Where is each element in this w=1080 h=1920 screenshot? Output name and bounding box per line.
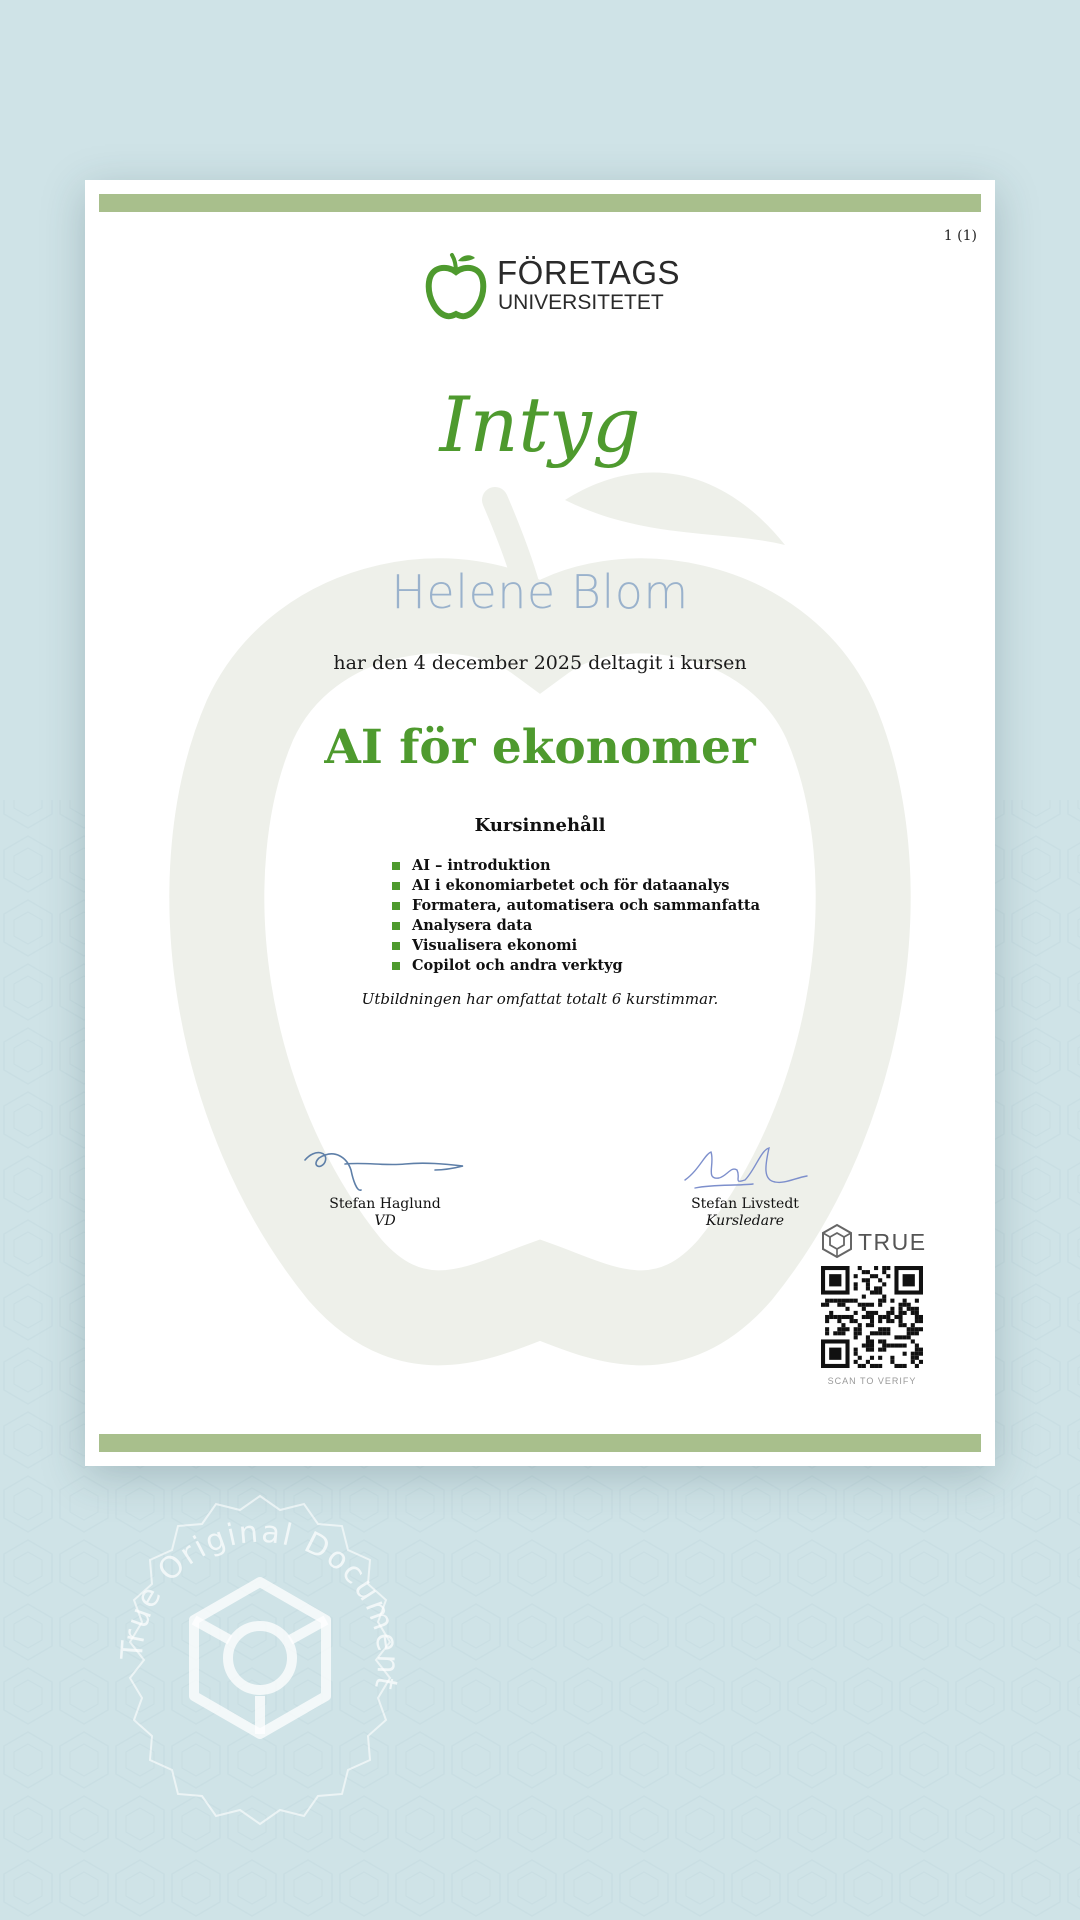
- course-content-heading: Kursinnehåll: [474, 815, 606, 836]
- logo-text-line2: UNIVERSITETET: [498, 291, 664, 314]
- recipient-name: Helene Blom: [391, 565, 689, 619]
- signature-block-ceo: [265, 1140, 505, 1230]
- hexagon-cube-icon: [194, 1582, 326, 1734]
- list-item: AI i ekonomiarbetet och för dataanalys: [392, 876, 760, 896]
- signature-block-course-leader: [625, 1140, 865, 1230]
- verification-qr-code[interactable]: [821, 1266, 923, 1368]
- handwritten-signature: [675, 1140, 815, 1196]
- list-item: Visualisera ekonomi: [392, 936, 760, 956]
- true-verify-logo: [820, 1223, 930, 1259]
- list-item: Analysera data: [392, 916, 760, 936]
- signer-name: Stefan Livstedt: [691, 1196, 799, 1212]
- list-item: Formatera, automatisera och sammanfatta: [392, 896, 760, 916]
- bullet-square-icon: [392, 942, 400, 950]
- bullet-square-icon: [392, 882, 400, 890]
- course-content-list: [392, 856, 760, 976]
- certificate-title: Intyg: [439, 380, 641, 469]
- signer-role: VD: [374, 1213, 396, 1229]
- bullet-square-icon: [392, 862, 400, 870]
- list-item: Copilot och andra verktyg: [392, 956, 760, 976]
- hexagon-cube-icon: [820, 1223, 854, 1259]
- true-original-document-seal: [90, 1490, 430, 1830]
- course-hours-note: Utbildningen har omfattat totalt 6 kurstimmar.: [361, 990, 719, 1008]
- logo-text-line1: FÖRETAGS: [497, 254, 681, 291]
- signer-name: Stefan Haglund: [329, 1196, 441, 1212]
- bottom-band: [99, 1434, 981, 1452]
- intro-text: har den 4 december 2025 deltagit i kursen: [333, 652, 747, 674]
- list-item: AI – introduktion: [392, 856, 760, 876]
- certificate-page: [85, 180, 995, 1466]
- seal-text: True Original Document: [114, 1514, 406, 1694]
- bullet-square-icon: [392, 962, 400, 970]
- bullet-square-icon: [392, 922, 400, 930]
- course-title: AI för ekonomer: [324, 720, 756, 775]
- true-brand-text: TRUE: [858, 1229, 927, 1255]
- handwritten-signature: [295, 1140, 475, 1196]
- page-number: 1 (1): [943, 228, 977, 244]
- bullet-square-icon: [392, 902, 400, 910]
- signer-role: Kursledare: [705, 1213, 785, 1229]
- apple-icon: [425, 248, 487, 320]
- foretagsuniversitetet-logo: [425, 248, 681, 320]
- top-band: [99, 194, 981, 212]
- scan-to-verify-caption: SCAN TO VERIFY: [827, 1376, 917, 1386]
